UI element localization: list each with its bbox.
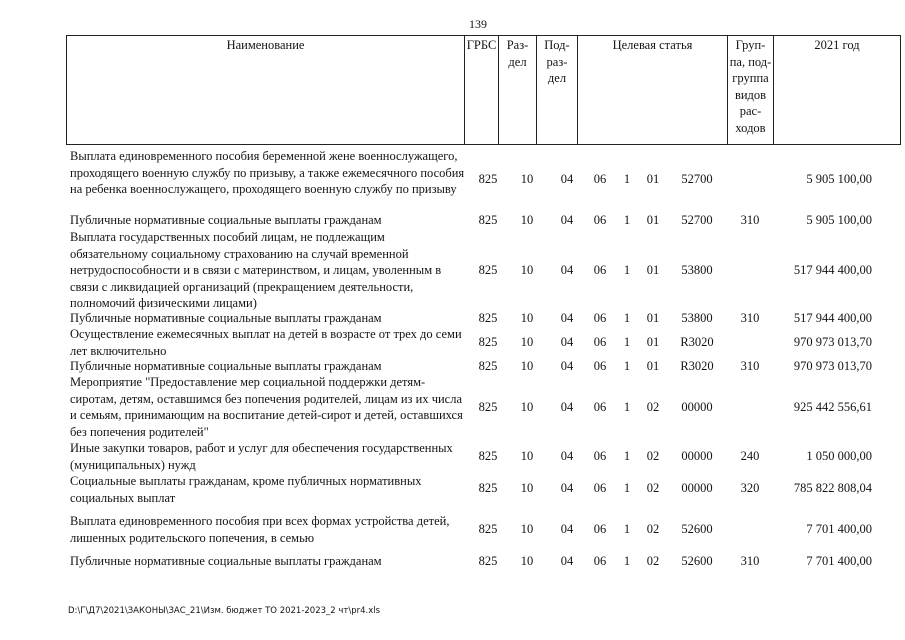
cell-pr: 04 (560, 359, 574, 373)
cell-vr: 310 (740, 554, 760, 568)
cell-pr: 04 (560, 481, 574, 495)
cell-sum: 7 701 400,00 (806, 522, 872, 536)
table-row (0, 440, 905, 473)
cell-c3: 01 (646, 263, 660, 277)
header-razdel: Раз- дел (499, 36, 537, 144)
cell-c2: 1 (623, 172, 631, 186)
cell-c2: 1 (623, 213, 631, 227)
header-celevaya-statya: Целевая статья (578, 36, 728, 144)
cell-c1: 06 (593, 335, 607, 349)
cell-c2: 1 (623, 522, 631, 536)
cell-sum: 5 905 100,00 (806, 172, 872, 186)
cell-c2: 1 (623, 263, 631, 277)
row-name: Выплата государственных пособий лицам, не подлежащим обязательному социальному страхованию на случай временной нетрудоспособности и в связи с материнством, и лицам, уволенным в связи с ликвидацией организаций (прекращением деятельности, полномочий физическими лицами) (70, 230, 442, 310)
cell-rz: 10 (520, 311, 534, 325)
cell-c1: 06 (593, 359, 607, 373)
cell-rz: 10 (520, 522, 534, 536)
cell-c2: 1 (623, 481, 631, 495)
cell-pr: 04 (560, 554, 574, 568)
cell-c2: 1 (623, 359, 631, 373)
file-path-footer: D:\Г\Д7\2021\ЗАКОНЫ\ЗАС_21\Изм. бюджет ТО 2021-2023_2 чт\pr4.xls (68, 606, 381, 616)
cell-sum: 970 973 013,70 (793, 335, 872, 349)
table-row (0, 358, 905, 375)
cell-vr: 310 (740, 359, 760, 373)
header-year: 2021 год (814, 38, 860, 52)
cell-c1: 06 (593, 522, 607, 536)
cell-pr: 04 (560, 449, 574, 463)
cell-grbs: 825 (478, 263, 498, 277)
cell-c3: 02 (646, 554, 660, 568)
row-name: Выплата единовременного пособия при всех формах устройства детей, лишенных родительского попечения, в семью (70, 514, 450, 545)
row-name: Публичные нормативные социальные выплаты гражданам (70, 359, 382, 373)
header-grbs: ГРБС (465, 36, 499, 144)
row-name: Осуществление ежемесячных выплат на детей в возрасте от трех до семи лет включительно (70, 327, 462, 358)
cell-sum: 517 944 400,00 (793, 263, 872, 277)
cell-c3: 01 (646, 335, 660, 349)
row-name: Мероприятие "Предоставление мер социальной поддержки детям-сиротам, детям, оставшимся без попечения родителей, лицам из их числа и семьям, принимающим на воспитание детей-сирот и детей, оставшихся без попечения родителей" (70, 375, 463, 439)
header-podrazdel: Под- раз- дел (537, 36, 578, 144)
row-name: Публичные нормативные социальные выплаты гражданам (70, 311, 382, 325)
cell-c4: 52600 (681, 554, 713, 568)
cell-pr: 04 (560, 172, 574, 186)
cell-grbs: 825 (478, 311, 498, 325)
row-name: Иные закупки товаров, работ и услуг для обеспечения государственных (муниципальных) нужд (70, 441, 453, 472)
cell-c2: 1 (623, 449, 631, 463)
row-name: Публичные нормативные социальные выплаты гражданам (70, 554, 382, 568)
cell-vr: 240 (740, 449, 760, 463)
cell-pr: 04 (560, 263, 574, 277)
cell-c4: 00000 (681, 400, 713, 414)
cell-grbs: 825 (478, 522, 498, 536)
cell-c1: 06 (593, 554, 607, 568)
cell-c3: 02 (646, 481, 660, 495)
cell-c4: R3020 (680, 335, 714, 349)
cell-c3: 01 (646, 213, 660, 227)
row-name: Выплата единовременного пособия беременной жене военнослужащего, проходящего военную службу по призыву, а также ежемесячного пособия на ребенка военнослужащего, проходящего военную службу по призыву (70, 149, 465, 196)
cell-rz: 10 (520, 263, 534, 277)
cell-c2: 1 (623, 400, 631, 414)
cell-c4: 00000 (681, 449, 713, 463)
cell-sum: 925 442 556,61 (793, 400, 872, 414)
cell-pr: 04 (560, 311, 574, 325)
cell-vr: 320 (740, 481, 760, 495)
cell-rz: 10 (520, 400, 534, 414)
row-name: Социальные выплаты гражданам, кроме публичных нормативных социальных выплат (70, 474, 422, 505)
cell-c1: 06 (593, 213, 607, 227)
cell-vr: 310 (740, 213, 760, 227)
cell-rz: 10 (520, 335, 534, 349)
cell-grbs: 825 (478, 554, 498, 568)
cell-c3: 01 (646, 311, 660, 325)
cell-rz: 10 (520, 481, 534, 495)
table-row (0, 212, 905, 229)
cell-sum: 1 050 000,00 (806, 449, 872, 463)
table-row (0, 374, 905, 440)
cell-c1: 06 (593, 449, 607, 463)
cell-grbs: 825 (478, 481, 498, 495)
cell-c1: 06 (593, 263, 607, 277)
cell-c3: 01 (646, 359, 660, 373)
cell-rz: 10 (520, 449, 534, 463)
cell-c4: 00000 (681, 481, 713, 495)
cell-pr: 04 (560, 400, 574, 414)
table-row (0, 229, 905, 311)
cell-grbs: 825 (478, 335, 498, 349)
cell-pr: 04 (560, 213, 574, 227)
cell-c4: 52700 (681, 172, 713, 186)
table-row (0, 553, 905, 570)
table-row (0, 513, 905, 546)
cell-grbs: 825 (478, 172, 498, 186)
cell-sum: 517 944 400,00 (793, 311, 872, 325)
cell-c1: 06 (593, 172, 607, 186)
cell-rz: 10 (520, 172, 534, 186)
cell-grbs: 825 (478, 213, 498, 227)
cell-c4: 53800 (681, 263, 713, 277)
page-number: 139 (469, 17, 487, 31)
cell-pr: 04 (560, 522, 574, 536)
cell-rz: 10 (520, 359, 534, 373)
cell-c3: 02 (646, 449, 660, 463)
cell-sum: 970 973 013,70 (793, 359, 872, 373)
cell-grbs: 825 (478, 449, 498, 463)
cell-c3: 02 (646, 522, 660, 536)
cell-vr: 310 (740, 311, 760, 325)
table-row (0, 326, 905, 359)
row-name: Публичные нормативные социальные выплаты гражданам (70, 213, 382, 227)
cell-c2: 1 (623, 335, 631, 349)
cell-sum: 7 701 400,00 (806, 554, 872, 568)
cell-c3: 01 (646, 172, 660, 186)
cell-c1: 06 (593, 481, 607, 495)
cell-rz: 10 (520, 554, 534, 568)
cell-grbs: 825 (478, 400, 498, 414)
cell-c1: 06 (593, 311, 607, 325)
header-name: Наименование (67, 36, 465, 144)
cell-c1: 06 (593, 400, 607, 414)
table-row (0, 473, 905, 506)
cell-grbs: 825 (478, 359, 498, 373)
cell-c4: 53800 (681, 311, 713, 325)
cell-sum: 5 905 100,00 (806, 213, 872, 227)
cell-rz: 10 (520, 213, 534, 227)
cell-c2: 1 (623, 311, 631, 325)
table-row (0, 148, 905, 214)
cell-c4: 52700 (681, 213, 713, 227)
cell-c2: 1 (623, 554, 631, 568)
table-row (0, 310, 905, 327)
table-header (66, 35, 901, 145)
cell-c4: 52600 (681, 522, 713, 536)
header-vid-rashodov: Груп- па, под- группа видов рас- ходов (728, 36, 774, 144)
cell-sum: 785 822 808,04 (793, 481, 872, 495)
cell-c4: R3020 (680, 359, 714, 373)
cell-c3: 02 (646, 400, 660, 414)
cell-pr: 04 (560, 335, 574, 349)
